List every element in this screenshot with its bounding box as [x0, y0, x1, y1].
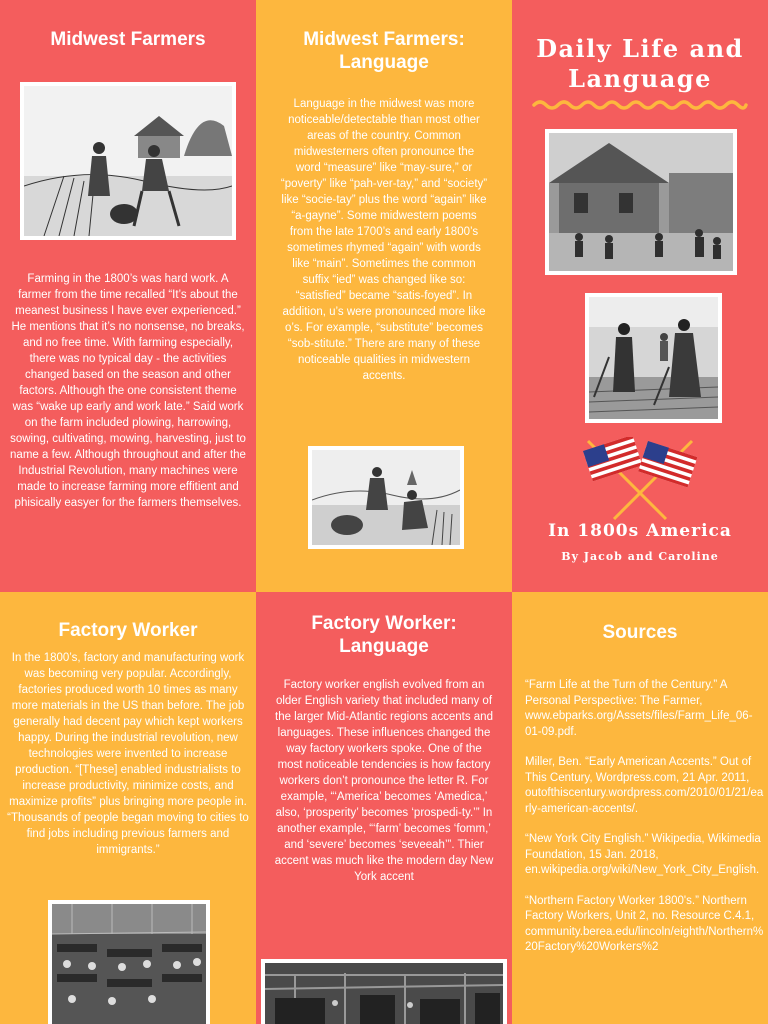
- panel-factory-language: [256, 592, 512, 1024]
- factory-machinery-photo: [261, 959, 507, 1024]
- heading-line-2: Language: [339, 52, 429, 73]
- source-item: Miller, Ben. “Early American Accents.” Out of This Century, Wordpress.com, 21 Apr. 2011, outofthiscentury.wordpress.com/2010/01/21/early-american-accents/.: [525, 756, 764, 815]
- byline: By Jacob and Caroline: [561, 550, 719, 563]
- heading-line-1: Factory Worker:: [311, 613, 457, 634]
- daily-life-photo: [545, 129, 737, 275]
- wavy-underline: [532, 99, 748, 111]
- panel-midwest-language: [256, 0, 512, 592]
- heading-factory-worker: Factory Worker: [58, 620, 198, 641]
- page-subtitle: In 1800s America: [548, 521, 732, 541]
- source-item: “Farm Life at the Turn of the Century.” A Personal Perspective: The Farmer, www.ebparks.org/Assets/files/Farm_Life_06-01-09.pdf.: [525, 679, 753, 738]
- source-item: “Northern Factory Worker 1800's.” Northern Factory Workers, Unit 2, no. Resource C.4.1, community.berea.edu/lincoln/eighth/Northern%20Factory%20Workers%2: [525, 894, 764, 953]
- panel-midwest-farmers: [0, 0, 256, 592]
- factory-language-text: Factory worker english evolved from an older English variety that included many of the larger Mid-Atlantic regions accents and languages. These influences changed the way factory workers spoke. One of the most noticeable tendencies is how factory workers don’t pronounce the letter R. For example, “‘America’ becomes ‘Amedica,’ also, ‘prosperity’ becomes ‘prospedi-ty.’” In another example, “‘farm’ becomes ‘fomm,’ and ‘severe’ becomes ‘seveeah’”. Thier accent was much like the modern day New York accent: [274, 679, 494, 883]
- heading-midwest-language: [256, 28, 512, 74]
- heading-midwest-farmers: Midwest Farmers: [50, 29, 206, 50]
- title-line-2: Language: [568, 64, 712, 93]
- panel-title: [512, 0, 768, 592]
- source-item: “New York City English.” Wikipedia, Wikimedia Foundation, 15 Jan. 2018, en.wikipedia.org/wiki/New_York_City_English.: [525, 833, 761, 876]
- panel-factory-worker: [0, 592, 256, 1024]
- heading-line-1: Midwest Farmers:: [303, 29, 465, 50]
- heading-sources: Sources: [602, 622, 678, 643]
- midwest-language-text: Language in the midwest was more noticeable/detectable than most other areas of the country. Common midwesterners often pronounce the word “measure” like “may-sure,” or “poverty” like “pah-ver-tay,” and “society” like “socie-tay” plus the word “again” like “a-gayne”. Some midwestern poems from the late 1700’s and early 1800’s sometimes rhymed “again” with words like “main”. Sometimes the common suffix “ied” was changed like so: “satisfied” became “satis-foyed”. In addition, u’s were pronounced more like o’s. For example, “substitute” becomes “sob-stitute.” There are many of these noticeable qualities in midwestern accents.: [280, 98, 488, 382]
- midwest-farmers-text: Farming in the 1800’s was hard work. A farmer from the time recalled “It’s about the meanest business I have ever experienced.” He mentions that it’s no nonsense, no breaks, and no free time. With farming especially, there was no typical day - the activities changed based on the season and other factors. Although the one consistent theme was “wake up early and work late.” Said work on the farm included plowing, harrowing, sowing, cultivating, mowing, harvesting, just to name a few. Although throughout and after the Industrial Revolution, many machines were made to increase farming more effitient and phisically easyer for the farmers themselves.: [10, 273, 246, 509]
- heading-line-2: Language: [339, 636, 429, 657]
- factory-worker-text: In the 1800’s, factory and manufacturing work was becoming very popular. Accordingly, factories produced worth 10 times as many more materials in the US than before. The job generally had decent pay which kept workers happy. During the industrial revolution, new technologies were invented to increase production. “[These] enabled industrialists to increase productivity, minimize costs, and maximize profits” plus bringing more people in. “Thousands of people began moving to cities to find jobs including previous farmers and immigrants.”: [7, 652, 249, 856]
- sources-list: [525, 678, 765, 971]
- page-title: [512, 34, 768, 94]
- harvest-illustration: [308, 446, 464, 549]
- heading-factory-language: [256, 612, 512, 658]
- panel-sources: [512, 592, 768, 1024]
- factory-floor-photo: [48, 900, 210, 1024]
- title-line-1: Daily Life and: [536, 34, 744, 63]
- crossed-flags-icon: [578, 437, 702, 523]
- field-workers-photo: [585, 293, 722, 423]
- farmers-illustration: [20, 82, 236, 240]
